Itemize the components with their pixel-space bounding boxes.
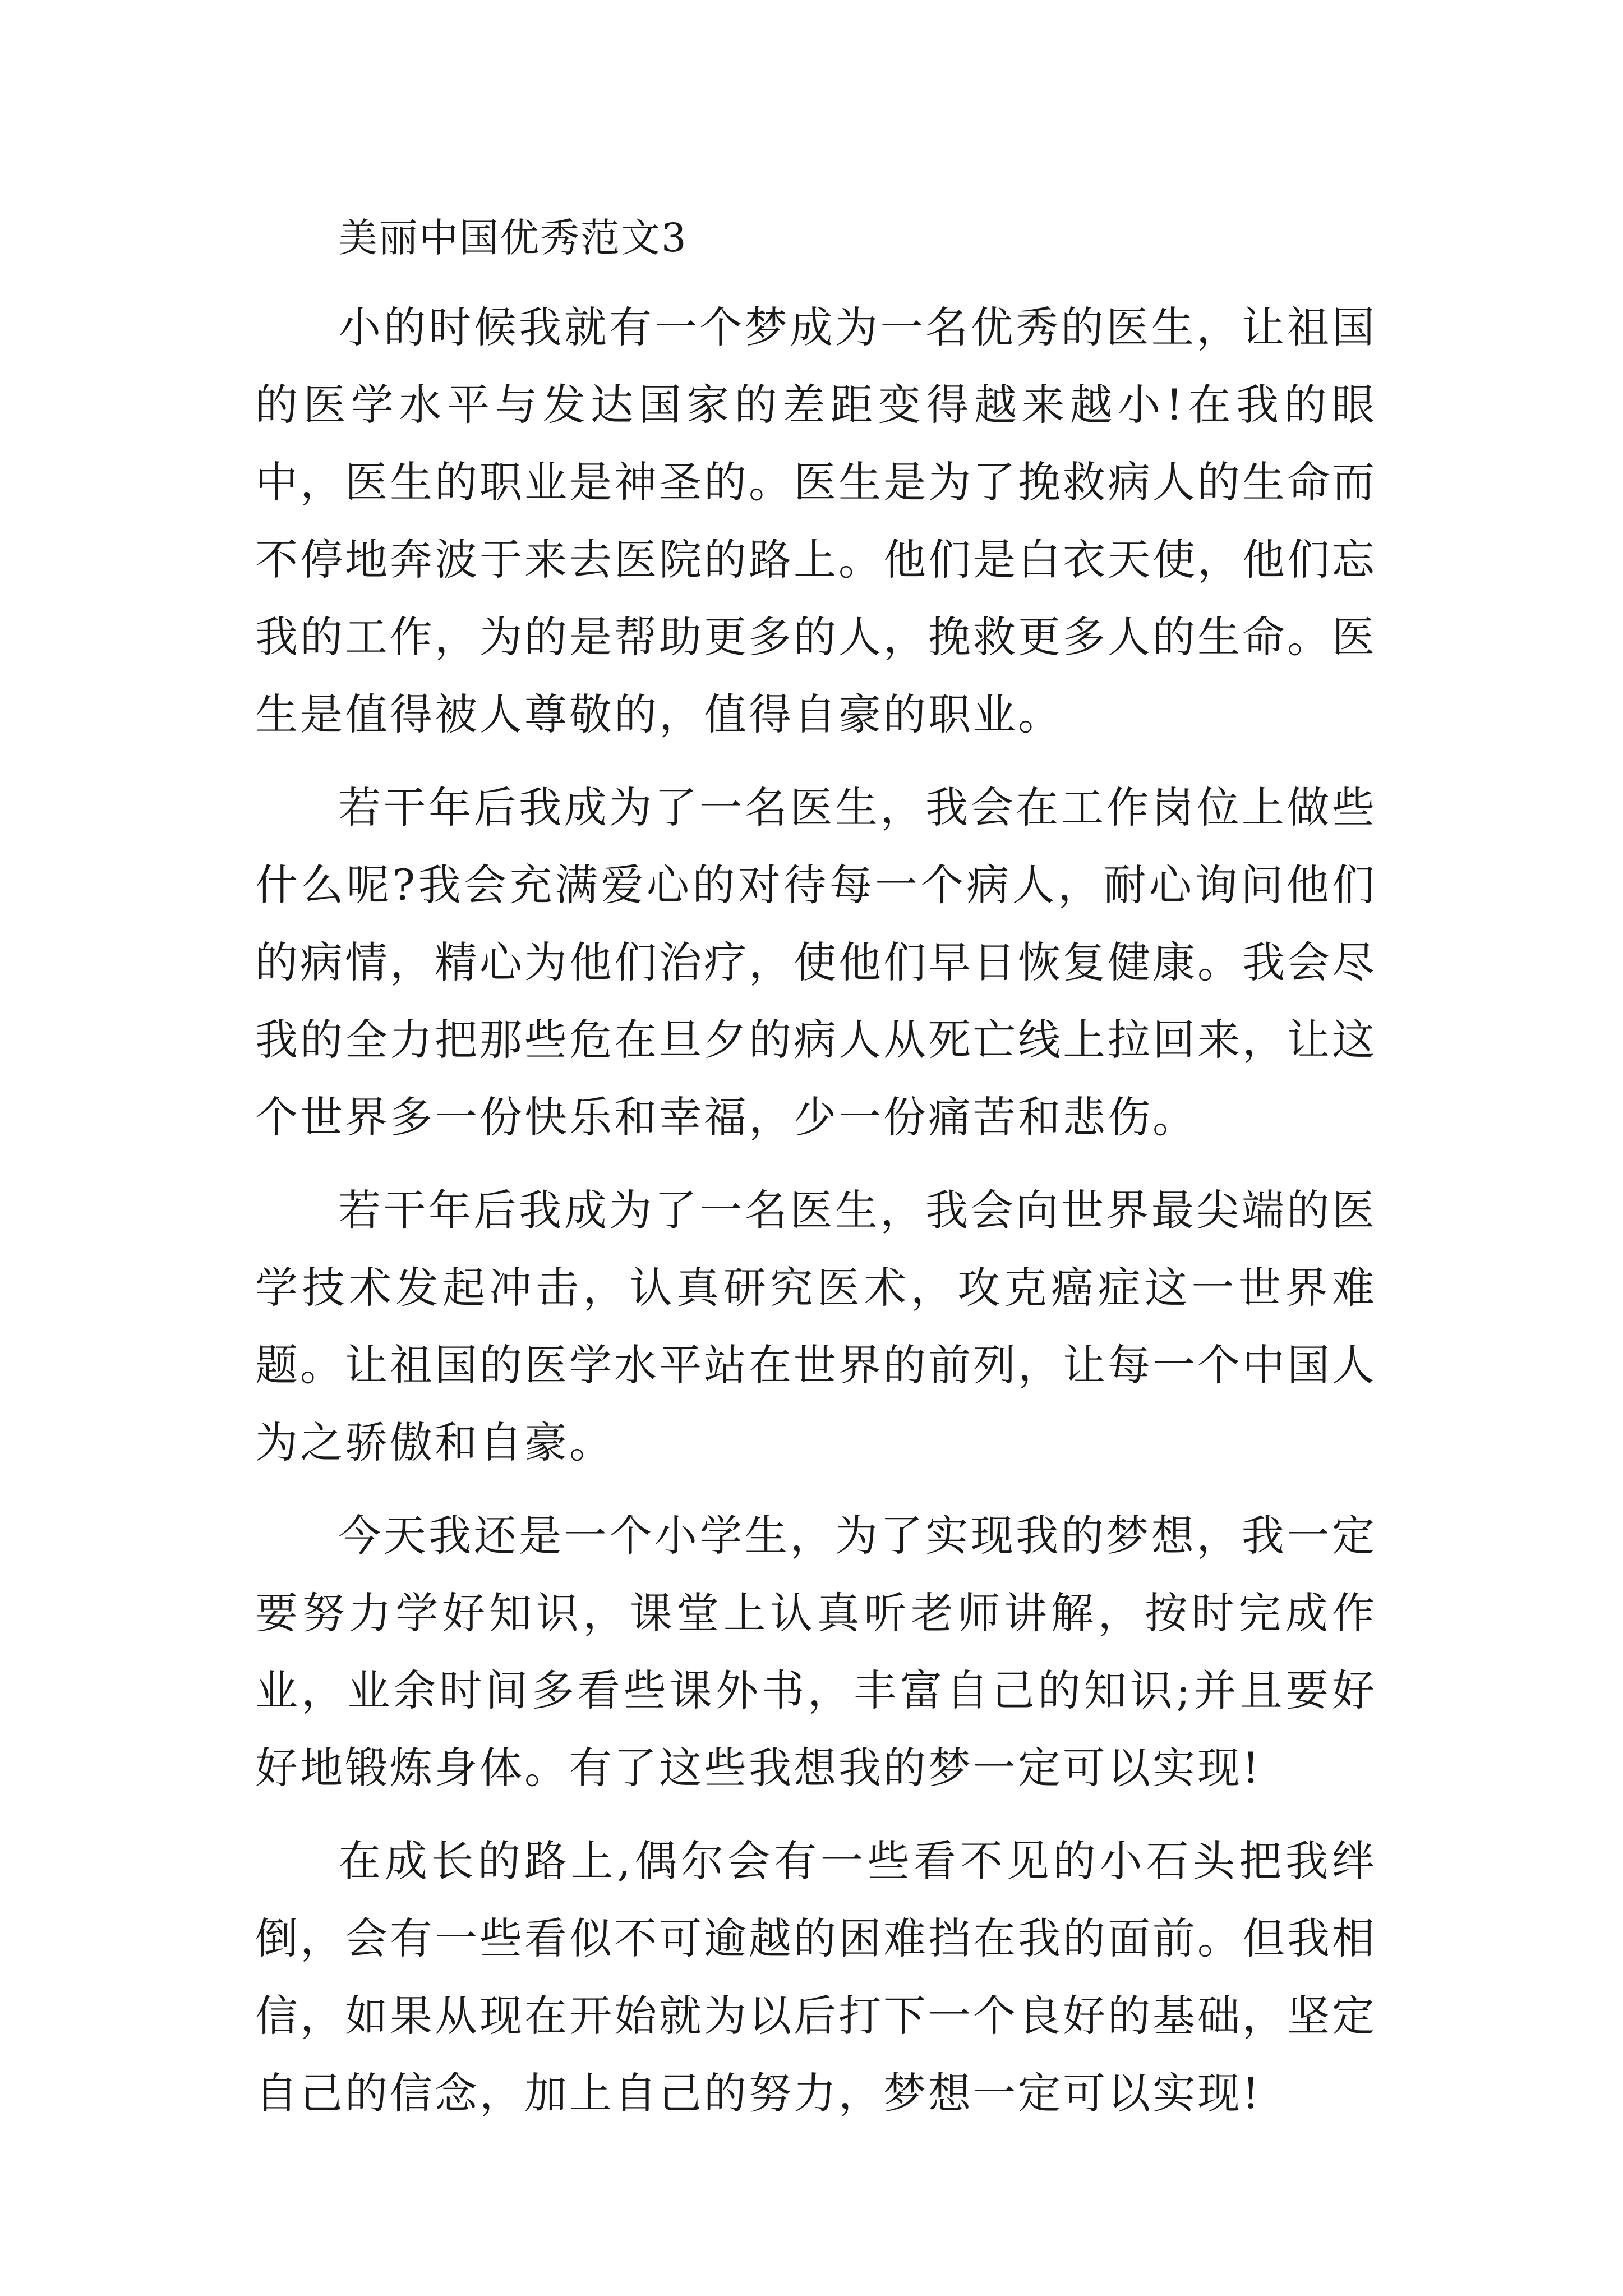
document-title: 美丽中国优秀范文3 <box>338 215 688 261</box>
paragraph-1: 小的时候我就有一个梦成为一名优秀的医生，让祖国的医学水平与发达国家的差距变得越来越小!在我的眼中，医生的职业是神圣的。医生是为了挽救病人的生命而不停地奔波于来去医院的路上。他们是白衣天使，他们忘我的工作，为的是帮助更多的人，挽救更多人的生命。医生是值得被人尊敬的，值得自豪的职业。 <box>255 302 1377 739</box>
paragraph-5: 在成长的路上,偶尔会有一些看不见的小石头把我绊倒，会有一些看似不可逾越的困难挡在我的面前。但我相信，如果从现在开始就为以后打下一个良好的基础，坚定自己的信念，加上自己的努力，梦想一定可以实现! <box>255 1836 1377 2118</box>
paragraph-2: 若干年后我成为了一名医生，我会在工作岗位上做些什么呢?我会充满爱心的对待每一个病人，耐心询问他们的病情，精心为他们治疗，使他们早日恢复健康。我会尽我的全力把那些危在旦夕的病人从死亡线上拉回来，让这个世界多一份快乐和幸福，少一份痛苦和悲伤。 <box>255 783 1377 1142</box>
document-body <box>255 199 1377 2132</box>
paragraph-4: 今天我还是一个小学生，为了实现我的梦想，我一定要努力学好知识，课堂上认真听老师讲解，按时完成作业，业余时间多看些课外书，丰富自己的知识;并且要好好地锻炼身体。有了这些我想我的梦一定可以实现! <box>255 1511 1377 1793</box>
paragraph-3: 若干年后我成为了一名医生，我会向世界最尖端的医学技术发起冲击，认真研究医术，攻克癌症这一世界难题。让祖国的医学水平站在世界的前列，让每一个中国人为之骄傲和自豪。 <box>255 1185 1377 1467</box>
